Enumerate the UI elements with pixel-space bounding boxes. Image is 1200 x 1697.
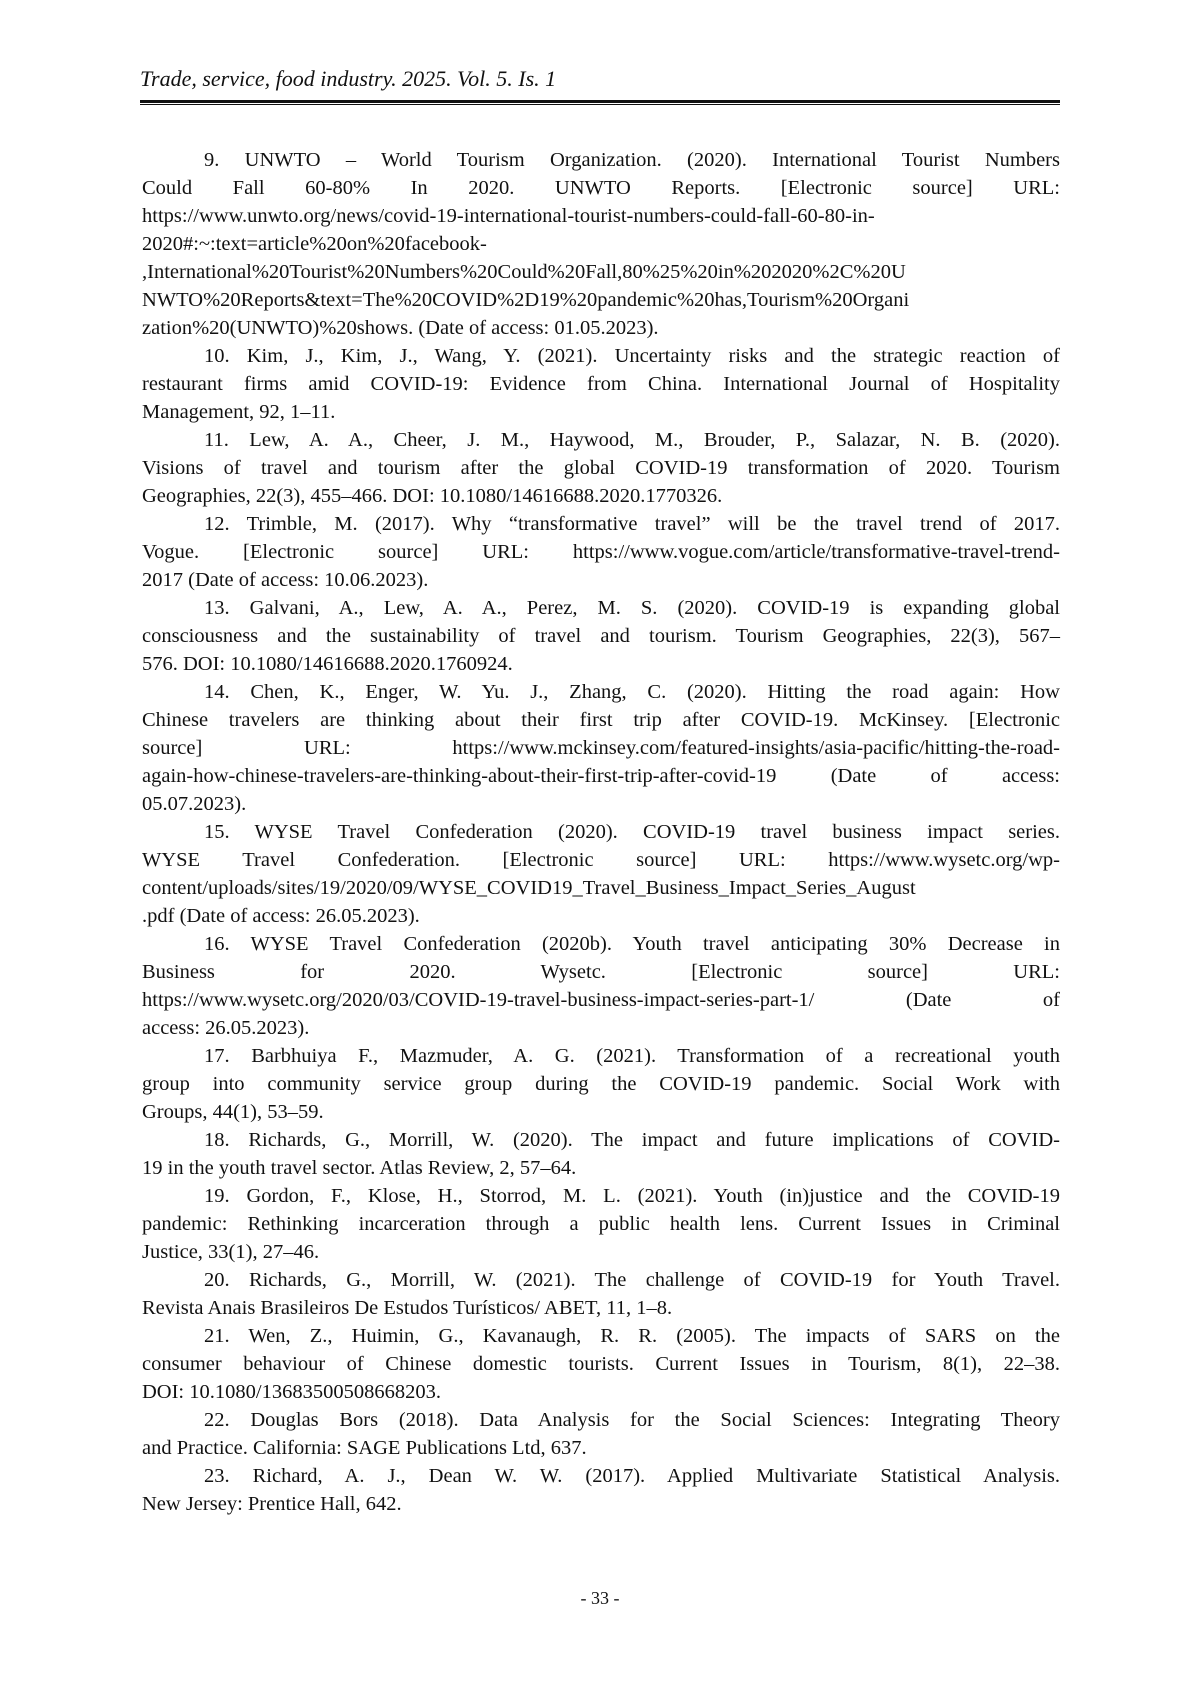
reference-item <box>142 1042 1060 1126</box>
reference-line: 10. Kim, J., Kim, J., Wang, Y. (2021). Uncertainty risks and the strategic reaction of <box>204 345 1060 367</box>
reference-item <box>142 594 1060 678</box>
reference-line: 21. Wen, Z., Huimin, G., Kavanaugh, R. R. (2005). The impacts of SARS on the <box>204 1325 1060 1347</box>
reference-list <box>142 146 1060 1518</box>
reference-line: Justice, 33(1), 27–46. <box>142 1241 320 1263</box>
reference-line: 13. Galvani, A., Lew, A. A., Perez, M. S. (2020). COVID-19 is expanding global <box>204 597 1060 619</box>
reference-line: Visions of travel and tourism after the global COVID-19 transformation of 2020. Tourism <box>142 457 1060 479</box>
reference-line: NWTO%20Reports&text=The%20COVID%2D19%20pandemic%20has,Tourism%20Organi <box>142 289 910 311</box>
reference-line: Geographies, 22(3), 455–466. DOI: 10.1080/14616688.2020.1770326. <box>142 485 723 507</box>
reference-line: zation%20(UNWTO)%20shows. (Date of access: 01.05.2023). <box>142 317 659 339</box>
reference-line: consciousness and the sustainability of travel and tourism. Tourism Geographies, 22(3), 567– <box>142 625 1060 647</box>
reference-line: Chinese travelers are thinking about their first trip after COVID-19. McKinsey. [Electronic <box>142 709 1060 731</box>
reference-line: 576. DOI: 10.1080/14616688.2020.1760924. <box>142 653 513 675</box>
reference-line: group into community service group during the COVID-19 pandemic. Social Work with <box>142 1073 1060 1095</box>
reference-line: 2020#:~:text=article%20on%20facebook- <box>142 233 487 255</box>
reference-item <box>142 510 1060 594</box>
reference-line: https://www.unwto.org/news/covid-19-international-tourist-numbers-could-fall-60-80-in- <box>142 205 875 227</box>
reference-line: 15. WYSE Travel Confederation (2020). COVID-19 travel business impact series. <box>204 821 1060 843</box>
reference-line: 9. UNWTO – World Tourism Organization. (2020). International Tourist Numbers <box>204 149 1060 171</box>
reference-line: DOI: 10.1080/13683500508668203. <box>142 1381 441 1403</box>
reference-item <box>142 426 1060 510</box>
reference-line: New Jersey: Prentice Hall, 642. <box>142 1493 402 1515</box>
page-number: - 33 - <box>580 1588 620 1608</box>
reference-line: 19. Gordon, F., Klose, H., Storrod, M. L. (2021). Youth (in)justice and the COVID-19 <box>204 1185 1060 1207</box>
reference-line: pandemic: Rethinking incarceration through a public health lens. Current Issues in Criminal <box>142 1213 1060 1235</box>
reference-line: Business for 2020. Wysetc. [Electronic source] URL: <box>142 961 1060 983</box>
reference-item <box>142 930 1060 1042</box>
reference-line: source] URL: https://www.mckinsey.com/featured-insights/asia-pacific/hitting-the-road- <box>142 737 1060 759</box>
reference-line: content/uploads/sites/19/2020/09/WYSE_COVID19_Travel_Business_Impact_Series_August <box>142 877 916 899</box>
reference-line: .pdf (Date of access: 26.05.2023). <box>142 905 420 927</box>
reference-item <box>142 678 1060 818</box>
reference-line: Revista Anais Brasileiros De Estudos Turísticos/ ABET, 11, 1–8. <box>142 1297 673 1319</box>
reference-line: and Practice. California: SAGE Publications Ltd, 637. <box>142 1437 587 1459</box>
reference-item <box>142 818 1060 930</box>
reference-item <box>142 1462 1060 1518</box>
reference-line: Groups, 44(1), 53–59. <box>142 1101 324 1123</box>
reference-line: Vogue. [Electronic source] URL: https://www.vogue.com/article/transformative-travel-trend- <box>142 541 1060 563</box>
reference-line: 17. Barbhuiya F., Mazmuder, A. G. (2021). Transformation of a recreational youth <box>204 1045 1060 1067</box>
reference-line: Management, 92, 1–11. <box>142 401 336 423</box>
reference-line: restaurant firms amid COVID-19: Evidence from China. International Journal of Hospitality <box>142 373 1060 395</box>
reference-line: WYSE Travel Confederation. [Electronic source] URL: https://www.wysetc.org/wp- <box>142 849 1060 871</box>
reference-item <box>142 342 1060 426</box>
reference-line: 22. Douglas Bors (2018). Data Analysis for the Social Sciences: Integrating Theory <box>204 1409 1060 1431</box>
reference-line: 11. Lew, A. A., Cheer, J. M., Haywood, M., Brouder, P., Salazar, N. B. (2020). <box>204 429 1060 451</box>
reference-item <box>142 1322 1060 1406</box>
reference-line: 23. Richard, A. J., Dean W. W. (2017). Applied Multivariate Statistical Analysis. <box>204 1465 1060 1487</box>
reference-item <box>142 1406 1060 1462</box>
reference-line: access: 26.05.2023). <box>142 1017 310 1039</box>
reference-line: 16. WYSE Travel Confederation (2020b). Youth travel anticipating 30% Decrease in <box>204 933 1060 955</box>
reference-line: https://www.wysetc.org/2020/03/COVID-19-travel-business-impact-series-part-1/ (Date of <box>142 989 1060 1011</box>
reference-line: 14. Chen, K., Enger, W. Yu. J., Zhang, C. (2020). Hitting the road again: How <box>204 681 1060 703</box>
reference-line: Could Fall 60-80% In 2020. UNWTO Reports. [Electronic source] URL: <box>142 177 1060 199</box>
reference-line: consumer behaviour of Chinese domestic tourists. Current Issues in Tourism, 8(1), 22–38. <box>142 1353 1060 1375</box>
reference-item <box>142 1182 1060 1266</box>
reference-line: 2017 (Date of access: 10.06.2023). <box>142 569 429 591</box>
reference-line: 05.07.2023). <box>142 793 247 815</box>
header-rule <box>140 100 1060 105</box>
reference-item <box>142 1266 1060 1322</box>
reference-line: 19 in the youth travel sector. Atlas Review, 2, 57–64. <box>142 1157 577 1179</box>
reference-item <box>142 146 1060 342</box>
reference-line: ,International%20Tourist%20Numbers%20Could%20Fall,80%25%20in%202020%2C%20U <box>142 261 906 283</box>
reference-line: 12. Trimble, M. (2017). Why “transformative travel” will be the travel trend of 2017. <box>204 513 1060 535</box>
reference-line: 18. Richards, G., Morrill, W. (2020). The impact and future implications of COVID- <box>204 1129 1060 1151</box>
reference-line: again-how-chinese-travelers-are-thinking-about-their-first-trip-after-covid-19 (Date of access: <box>142 765 1060 787</box>
reference-item <box>142 1126 1060 1182</box>
running-header: Trade, service, food industry. 2025. Vol. 5. Is. 1 <box>140 66 557 91</box>
reference-line: 20. Richards, G., Morrill, W. (2021). The challenge of COVID-19 for Youth Travel. <box>204 1269 1060 1291</box>
